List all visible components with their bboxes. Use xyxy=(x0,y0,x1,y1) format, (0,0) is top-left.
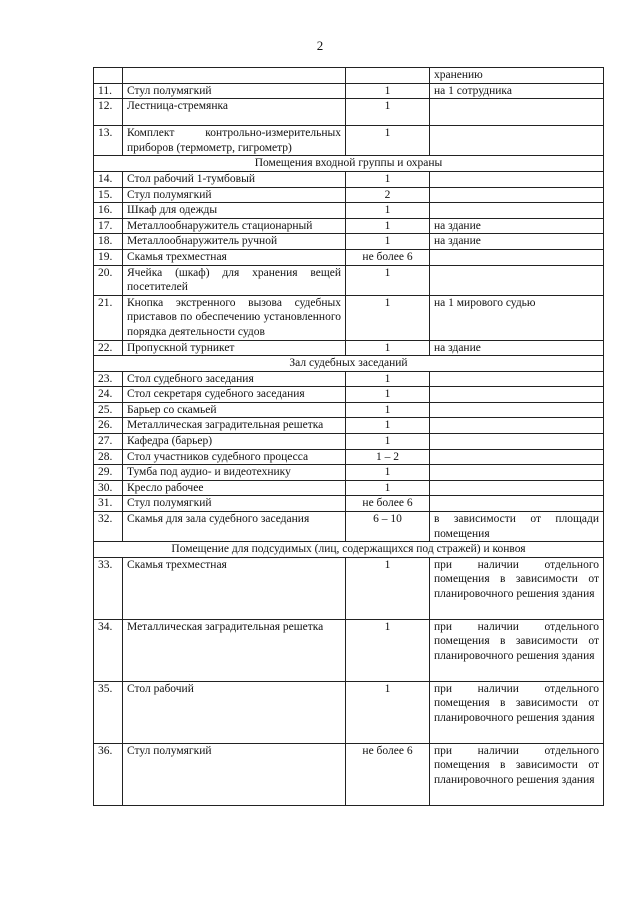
item-name: Кнопка экстренного вызова судебных приставов по обеспечению установленного порядка деятельности судов xyxy=(123,295,346,340)
item-note: на 1 сотрудника xyxy=(430,83,604,99)
item-quantity: 6 – 10 xyxy=(346,512,430,542)
item-note: на здание xyxy=(430,234,604,250)
item-quantity: 1 xyxy=(346,619,430,681)
item-name: Стол участников судебного процесса xyxy=(123,449,346,465)
row-number: 33. xyxy=(94,557,123,619)
section-header-row xyxy=(94,356,604,372)
row-number: 22. xyxy=(94,340,123,356)
item-name: Кресло рабочее xyxy=(123,480,346,496)
item-name: Стул полумягкий xyxy=(123,83,346,99)
item-quantity: 2 xyxy=(346,187,430,203)
row-number: 32. xyxy=(94,512,123,542)
item-name: Стул полумягкий xyxy=(123,496,346,512)
item-name: Металлообнаружитель ручной xyxy=(123,234,346,250)
row-number: 17. xyxy=(94,218,123,234)
item-note xyxy=(430,187,604,203)
row-number: 14. xyxy=(94,171,123,187)
item-name: Барьер со скамьей xyxy=(123,402,346,418)
section-title: Помещение для подсудимых (лиц, содержащихся под стражей) и конвоя xyxy=(94,542,604,558)
table-row xyxy=(94,126,604,156)
table-row xyxy=(94,619,604,681)
item-quantity: не более 6 xyxy=(346,743,430,805)
item-note xyxy=(430,203,604,219)
equipment-table-body xyxy=(94,68,604,806)
table-row xyxy=(94,480,604,496)
item-name: Ячейка (шкаф) для хранения вещей посетителей xyxy=(123,265,346,295)
row-number: 30. xyxy=(94,480,123,496)
row-number: 36. xyxy=(94,743,123,805)
item-note xyxy=(430,387,604,403)
item-quantity: 1 xyxy=(346,265,430,295)
item-quantity: не более 6 xyxy=(346,496,430,512)
row-number: 23. xyxy=(94,371,123,387)
item-note xyxy=(430,171,604,187)
item-name: Металлическая заградительная решетка xyxy=(123,418,346,434)
item-note xyxy=(430,418,604,434)
page-number: 2 xyxy=(316,38,324,53)
table-row xyxy=(94,512,604,542)
table-row xyxy=(94,234,604,250)
item-quantity: 1 xyxy=(346,83,430,99)
item-note xyxy=(430,371,604,387)
table-row xyxy=(94,340,604,356)
item-name: Стол рабочий xyxy=(123,681,346,743)
item-note: при наличии отдельного помещения в зависимости от планировочного решения здания xyxy=(430,743,604,805)
item-name: Скамья трехместная xyxy=(123,557,346,619)
table-row xyxy=(94,295,604,340)
item-name xyxy=(123,68,346,84)
section-header-row xyxy=(94,542,604,558)
item-quantity xyxy=(346,68,430,84)
item-name: Шкаф для одежды xyxy=(123,203,346,219)
item-note xyxy=(430,126,604,156)
item-note: на здание xyxy=(430,340,604,356)
item-quantity: 1 xyxy=(346,480,430,496)
section-title: Помещения входной группы и охраны xyxy=(94,156,604,172)
item-name: Стул полумягкий xyxy=(123,743,346,805)
item-name: Металлообнаружитель стационарный xyxy=(123,218,346,234)
table-row xyxy=(94,187,604,203)
table-row xyxy=(94,449,604,465)
table-row xyxy=(94,387,604,403)
row-number: 15. xyxy=(94,187,123,203)
item-quantity: 1 xyxy=(346,465,430,481)
table-row xyxy=(94,203,604,219)
item-note: в зависимости от площади помещения xyxy=(430,512,604,542)
row-number: 12. xyxy=(94,99,123,126)
item-note xyxy=(430,465,604,481)
table-row xyxy=(94,83,604,99)
table-row xyxy=(94,218,604,234)
item-note xyxy=(430,402,604,418)
table-row xyxy=(94,99,604,126)
row-number: 11. xyxy=(94,83,123,99)
item-note: хранению xyxy=(430,68,604,84)
item-note: при наличии отдельного помещения в зависимости от планировочного решения здания xyxy=(430,557,604,619)
row-number: 24. xyxy=(94,387,123,403)
row-number: 26. xyxy=(94,418,123,434)
item-note xyxy=(430,496,604,512)
row-number: 18. xyxy=(94,234,123,250)
item-note xyxy=(430,449,604,465)
item-name: Скамья для зала судебного заседания xyxy=(123,512,346,542)
table-row xyxy=(94,557,604,619)
item-name: Кафедра (барьер) xyxy=(123,434,346,450)
item-quantity: 1 xyxy=(346,434,430,450)
item-name: Металлическая заградительная решетка xyxy=(123,619,346,681)
row-number: 34. xyxy=(94,619,123,681)
item-note xyxy=(430,434,604,450)
item-quantity: не более 6 xyxy=(346,249,430,265)
table-row xyxy=(94,371,604,387)
item-quantity: 1 xyxy=(346,171,430,187)
item-quantity: 1 xyxy=(346,557,430,619)
table-row xyxy=(94,743,604,805)
item-quantity: 1 xyxy=(346,418,430,434)
item-note xyxy=(430,249,604,265)
row-number: 21. xyxy=(94,295,123,340)
row-number: 16. xyxy=(94,203,123,219)
item-note xyxy=(430,99,604,126)
item-quantity: 1 xyxy=(346,295,430,340)
item-note xyxy=(430,265,604,295)
row-number: 13. xyxy=(94,126,123,156)
item-quantity: 1 xyxy=(346,387,430,403)
item-name: Стол секретаря судебного заседания xyxy=(123,387,346,403)
table-row xyxy=(94,465,604,481)
item-name: Стул полумягкий xyxy=(123,187,346,203)
row-number: 29. xyxy=(94,465,123,481)
row-number xyxy=(94,68,123,84)
row-number: 28. xyxy=(94,449,123,465)
item-name: Стол судебного заседания xyxy=(123,371,346,387)
item-note xyxy=(430,480,604,496)
item-quantity: 1 xyxy=(346,99,430,126)
equipment-table xyxy=(93,67,604,806)
item-quantity: 1 xyxy=(346,203,430,219)
item-quantity: 1 xyxy=(346,371,430,387)
item-name: Скамья трехместная xyxy=(123,249,346,265)
row-number: 25. xyxy=(94,402,123,418)
item-quantity: 1 xyxy=(346,218,430,234)
table-row xyxy=(94,402,604,418)
item-quantity: 1 – 2 xyxy=(346,449,430,465)
table-row xyxy=(94,171,604,187)
item-note: при наличии отдельного помещения в зависимости от планировочного решения здания xyxy=(430,619,604,681)
item-name: Комплект контрольно-измерительных приборов (термометр, гигрометр) xyxy=(123,126,346,156)
item-name: Лестница-стремянка xyxy=(123,99,346,126)
item-name: Стол рабочий 1-тумбовый xyxy=(123,171,346,187)
table-row xyxy=(94,681,604,743)
item-quantity: 1 xyxy=(346,126,430,156)
table-row xyxy=(94,249,604,265)
item-quantity: 1 xyxy=(346,402,430,418)
row-number: 35. xyxy=(94,681,123,743)
item-note: при наличии отдельного помещения в зависимости от планировочного решения здания xyxy=(430,681,604,743)
table-row xyxy=(94,496,604,512)
table-row xyxy=(94,68,604,84)
item-quantity: 1 xyxy=(346,234,430,250)
row-number: 27. xyxy=(94,434,123,450)
row-number: 19. xyxy=(94,249,123,265)
table-row xyxy=(94,434,604,450)
item-quantity: 1 xyxy=(346,681,430,743)
row-number: 20. xyxy=(94,265,123,295)
section-header-row xyxy=(94,156,604,172)
item-quantity: 1 xyxy=(346,340,430,356)
item-note: на 1 мирового судью xyxy=(430,295,604,340)
section-title: Зал судебных заседаний xyxy=(94,356,604,372)
item-note: на здание xyxy=(430,218,604,234)
item-name: Тумба под аудио- и видеотехнику xyxy=(123,465,346,481)
row-number: 31. xyxy=(94,496,123,512)
item-name: Пропускной турникет xyxy=(123,340,346,356)
table-row xyxy=(94,418,604,434)
table-row xyxy=(94,265,604,295)
